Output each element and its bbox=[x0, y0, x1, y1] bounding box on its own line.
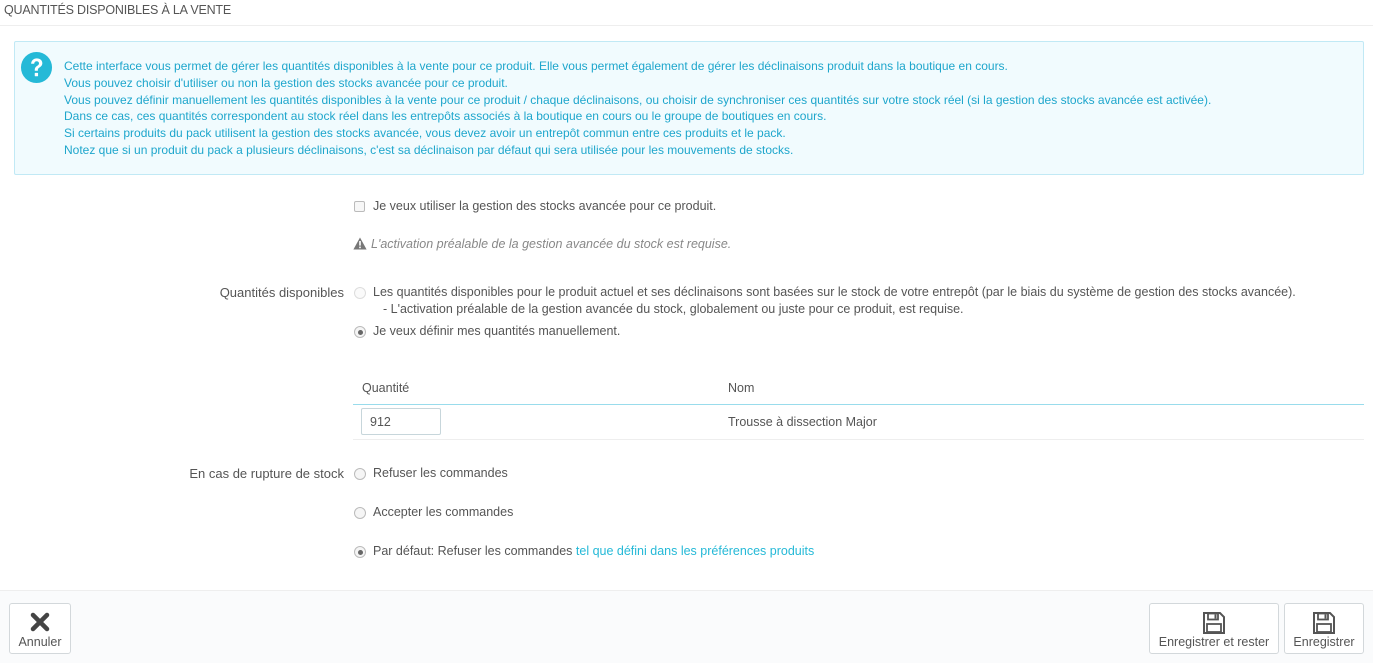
advanced-stock-warning: L'activation préalable de la gestion avancée du stock est requise. bbox=[371, 237, 732, 251]
radio-default-behavior[interactable] bbox=[354, 546, 366, 558]
info-line: Vous pouvez choisir d'utiliser ou non la gestion des stocks avancée pour ce produit. bbox=[64, 75, 508, 90]
cancel-button-label: Annuler bbox=[18, 635, 62, 649]
save-label: Enregistrer bbox=[1293, 635, 1355, 649]
info-line: Vous pouvez définir manuellement les quantités disponibles à la vente pour ce produit / chaque déclinaisons, ou choisir de synchroniser ces quantités sur votre stock réel (si la gestion des stocks avancée est activée). bbox=[64, 92, 1212, 107]
product-name: Trousse à dissection Major bbox=[728, 415, 877, 429]
info-line: Notez que si un produit du pack a plusieurs déclinaisons, c'est sa déclinaison par défaut qui sera utilisée pour les mouvements de stocks. bbox=[64, 142, 794, 157]
save-and-stay-label: Enregistrer et rester bbox=[1158, 635, 1270, 649]
quantity-input[interactable] bbox=[361, 408, 441, 435]
warning-triangle-icon bbox=[353, 237, 367, 250]
option-warehouse-note: - L'activation préalable de la gestion avancée du stock, globalement ou juste pour ce produit, est requise. bbox=[383, 302, 964, 316]
radio-deny-orders[interactable] bbox=[354, 468, 366, 480]
info-alert bbox=[14, 41, 1364, 175]
option-default-wrapper bbox=[373, 544, 814, 558]
radio-accept-orders[interactable] bbox=[354, 507, 366, 519]
product-preferences-link[interactable]: tel que défini dans les préférences produits bbox=[575, 544, 815, 558]
option-accept-label[interactable]: Accepter les commandes bbox=[373, 505, 514, 519]
option-deny-label[interactable]: Refuser les commandes bbox=[373, 466, 508, 480]
out-of-stock-label: En cas de rupture de stock bbox=[189, 466, 344, 481]
question-circle-icon bbox=[20, 51, 53, 84]
option-manual-label[interactable]: Je veux définir mes quantités manuellement. bbox=[373, 324, 621, 338]
panel-footer bbox=[0, 590, 1373, 663]
close-icon bbox=[29, 611, 51, 633]
column-quantity-header: Quantité bbox=[362, 381, 410, 395]
advanced-stock-label[interactable]: Je veux utiliser la gestion des stocks avancée pour ce produit. bbox=[373, 199, 717, 213]
table-row bbox=[353, 404, 1364, 440]
cancel-button[interactable] bbox=[9, 603, 71, 654]
info-line: Si certains produits du pack utilisent la gestion des stocks avancée, vous devez avoir un entrepôt commun entre ces produits et le pack. bbox=[64, 126, 786, 141]
info-line: Cette interface vous permet de gérer les quantités disponibles à la vente pour ce produit. Elle vous permet également de gérer les déclinaisons produit dans la boutique en cours. bbox=[64, 59, 1008, 73]
save-button[interactable] bbox=[1284, 603, 1364, 654]
info-line: Dans ce cas, ces quantités correspondent au stock réel dans les entrepôts associés à la boutique en cours ou le groupe de boutiques en cours. bbox=[64, 109, 827, 124]
advanced-stock-checkbox[interactable] bbox=[354, 201, 365, 212]
option-default-label[interactable]: Par défaut: Refuser les commandes bbox=[373, 544, 573, 558]
radio-warehouse-stock[interactable] bbox=[354, 287, 366, 299]
column-name-header: Nom bbox=[728, 381, 755, 395]
floppy-disk-icon bbox=[1202, 611, 1226, 635]
available-quantities-label: Quantités disponibles bbox=[219, 285, 344, 300]
panel-title: QUANTITÉS DISPONIBLES À LA VENTE bbox=[0, 0, 1373, 26]
quantity-table-header bbox=[353, 374, 1364, 405]
save-and-stay-button[interactable] bbox=[1149, 603, 1279, 654]
option-warehouse-label: Les quantités disponibles pour le produit actuel et ses déclinaisons sont basées sur le stock de votre entrepôt (par le biais du système de gestion des stocks avancée). bbox=[373, 285, 1296, 299]
radio-manual-quantities[interactable] bbox=[354, 326, 366, 338]
floppy-disk-icon bbox=[1312, 611, 1336, 635]
